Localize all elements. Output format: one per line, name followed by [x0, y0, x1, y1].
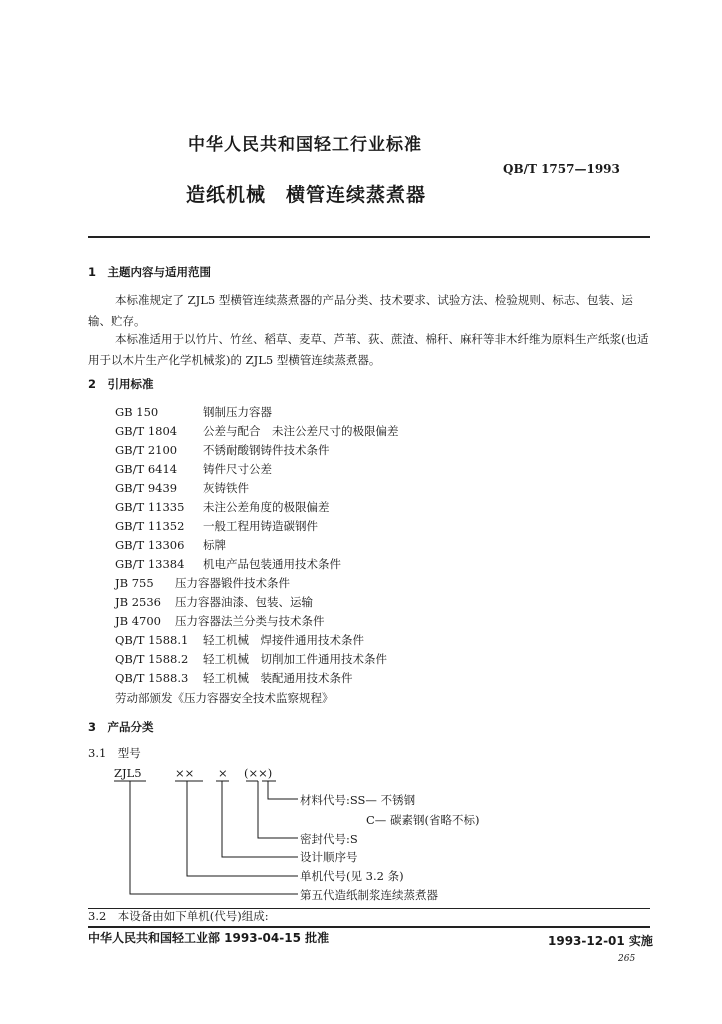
document-title: 造纸机械 横管连续蒸煮器 — [186, 184, 427, 206]
material-leader — [268, 781, 298, 799]
diagram-label-design-sequence: 设计顺序号 — [300, 850, 358, 864]
model-unit-code-placeholder: ×× — [175, 766, 195, 780]
reference-code: JB 4700 — [115, 614, 161, 628]
reference-code: GB/T 1804 — [115, 424, 178, 438]
reference-title: 铸件尺寸公差 — [203, 462, 272, 476]
reference-code: GB/T 6414 — [115, 462, 178, 476]
reference-title: 机电产品包装通用技术条件 — [203, 557, 341, 571]
reference-code: QB/T 1588.1 — [115, 633, 189, 647]
reference-title: 轻工机械 切削加工件通用技术条件 — [203, 652, 387, 666]
subsection-3-1-heading: 3.1 型号 — [88, 746, 141, 760]
diagram-label-carbon-steel: C— 碳素钢(省略不标) — [366, 813, 480, 827]
reference-code: GB/T 9439 — [115, 481, 178, 495]
section-1-paragraph-1: 本标准规定了 ZJL5 型横管连续蒸煮器的产品分类、技术要求、试验方法、检验规则、标志、包装、运输、贮存。 — [88, 293, 633, 328]
reference-code: GB/T 11335 — [115, 500, 185, 514]
issuing-organization: 中华人民共和国轻工行业标准 — [188, 135, 422, 155]
model-sequence-placeholder: × — [218, 766, 228, 780]
section-3-heading: 3 产品分类 — [88, 720, 154, 734]
reference-code: GB 150 — [115, 405, 159, 419]
reference-title: 轻工机械 焊接件通用技术条件 — [203, 633, 364, 647]
section-1-heading: 1 主题内容与适用范围 — [88, 265, 212, 279]
reference-title: 压力容器法兰分类与技术条件 — [175, 614, 325, 628]
diagram-label-seal: 密封代号:S — [300, 832, 358, 846]
diagram-label-fifth-generation: 第五代造纸制浆连续蒸煮器 — [300, 888, 438, 902]
subsection-3-2-text: 3.2 本设备由如下单机(代号)组成: — [88, 909, 269, 923]
page-number: 265 — [618, 954, 636, 964]
reference-title: 未注公差角度的极限偏差 — [203, 500, 330, 514]
reference-title: 压力容器锻件技术条件 — [175, 576, 290, 590]
unit-code-leader — [187, 781, 298, 876]
reference-regulation: 劳动部颁发《压力容器安全技术监察规程》 — [115, 691, 334, 705]
reference-title: 公差与配合 未注公差尺寸的极限偏差 — [203, 424, 399, 438]
reference-title: 标牌 — [203, 538, 226, 552]
reference-title: 一般工程用铸造碳钢件 — [203, 519, 318, 533]
diagram-label-material: 材料代号:SS— 不锈钢 — [300, 793, 416, 807]
reference-title: 钢制压力容器 — [203, 405, 272, 419]
design-sequence-leader — [222, 781, 298, 857]
reference-title: 轻工机械 装配通用技术条件 — [203, 671, 353, 685]
reference-code: GB/T 13306 — [115, 538, 185, 552]
section-2-heading: 2 引用标准 — [88, 377, 154, 391]
reference-code: QB/T 1588.2 — [115, 652, 189, 666]
footer-divider — [88, 926, 650, 928]
reference-code: GB/T 2100 — [115, 443, 178, 457]
reference-code: JB 2536 — [115, 595, 161, 609]
diagram-label-unit-code: 单机代号(见 3.2 条) — [300, 869, 404, 883]
standard-number: QB/T 1757—1993 — [503, 162, 620, 176]
approval-statement: 中华人民共和国轻工业部 1993-04-15 批准 — [88, 931, 330, 945]
reference-code: QB/T 1588.3 — [115, 671, 189, 685]
reference-title: 灰铸铁件 — [203, 481, 249, 495]
seal-leader — [258, 781, 298, 838]
reference-title: 压力容器油漆、包装、运输 — [175, 595, 313, 609]
reference-code: GB/T 13384 — [115, 557, 185, 571]
model-prefix: ZJL5 — [114, 766, 142, 780]
reference-code: JB 755 — [115, 576, 154, 590]
implementation-date: 1993-12-01 实施 — [548, 934, 653, 948]
section-1-paragraph-2: 本标准适用于以竹片、竹丝、稻草、麦草、芦苇、荻、蔗渣、棉秆、麻秆等非木纤维为原料生产纸浆(也适用于以木片生产化学机械浆)的 ZJL5 型横管连续蒸煮器。 — [88, 332, 649, 367]
model-suffix-placeholder: (××) — [244, 766, 273, 780]
reference-title: 不锈耐酸钢铸件技术条件 — [203, 443, 330, 457]
reference-code: GB/T 11352 — [115, 519, 185, 533]
